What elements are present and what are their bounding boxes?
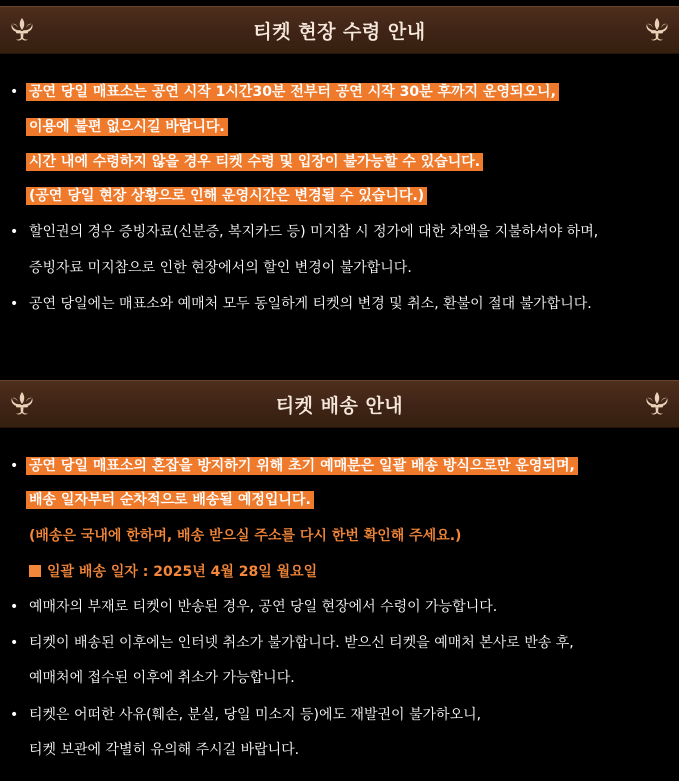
highlighted-text: 배송 일자부터 순차적으로 배송될 예정입니다. <box>26 491 314 509</box>
highlighted-text: 공연 당일 매표소의 혼잡을 방지하기 위해 초기 예매분은 일괄 배송 방식으로만 운영되며, <box>26 457 578 475</box>
highlighted-text: 이용에 불편 없으시길 바랍니다. <box>26 118 228 136</box>
section-title-pickup: 티켓 현장 수령 안내 <box>253 20 426 43</box>
bullet: • <box>10 224 19 240</box>
fleur-de-lis-icon <box>8 390 36 418</box>
bullet: • <box>10 599 19 615</box>
list-text: 할인권의 경우 증빙자료(신분증, 복지카드 등) 미지참 시 정가에 대한 차액을 지불하셔야 하며, <box>29 224 599 240</box>
fleur-de-lis-icon <box>8 16 36 44</box>
highlighted-text: 시간 내에 수령하지 않을 경우 티켓 수령 및 입장이 불가능할 수 있습니다. <box>26 153 483 171</box>
highlighted-text: (공연 당일 현장 상황으로 인해 운영시간은 변경될 수 있습니다.) <box>26 187 427 205</box>
list-text: 티켓이 배송된 이후에는 인터넷 취소가 불가합니다. 받으신 티켓을 예매처 본사로 반송 후, <box>29 635 574 651</box>
bullet: • <box>10 84 19 100</box>
fleur-de-lis-icon <box>643 16 671 44</box>
bullet: • <box>10 458 19 474</box>
bullet: • <box>10 707 19 723</box>
bullet: • <box>10 635 19 651</box>
list-text: 예매자의 부재로 티켓이 반송된 경우, 공연 당일 현장에서 수령이 가능합니다. <box>29 599 498 615</box>
square-bullet-icon <box>29 565 41 577</box>
delivery-date: 일괄 배송 일자 : 2025년 4월 28일 월요일 <box>47 564 318 580</box>
fleur-de-lis-icon <box>643 390 671 418</box>
list-text: 공연 당일에는 매표소와 예매처 모두 동일하게 티켓의 변경 및 취소, 환불이 절대 불가합니다. <box>29 296 592 312</box>
list-text: 예매처에 접수된 이후에 취소가 가능합니다. <box>29 670 295 686</box>
section-title-delivery: 티켓 배송 안내 <box>275 394 404 417</box>
highlighted-text: 공연 당일 매표소는 공연 시작 1시간30분 전부터 공연 시작 30분 후까지 운영되오니, <box>26 83 559 101</box>
list-text: 증빙자료 미지참으로 인한 현장에서의 할인 변경이 불가합니다. <box>29 260 412 276</box>
orange-note: (배송은 국내에 한하며, 배송 받으실 주소를 다시 한번 확인해 주세요.) <box>29 528 462 544</box>
section-banner-delivery <box>0 380 679 428</box>
list-text: 티켓 보관에 각별히 유의해 주시길 바랍니다. <box>29 742 300 758</box>
bullet: • <box>10 296 19 312</box>
list-text: 티켓은 어떠한 사유(훼손, 분실, 당일 미소지 등)에도 재발권이 불가하오니, <box>29 707 482 723</box>
section-banner-pickup <box>0 6 679 54</box>
